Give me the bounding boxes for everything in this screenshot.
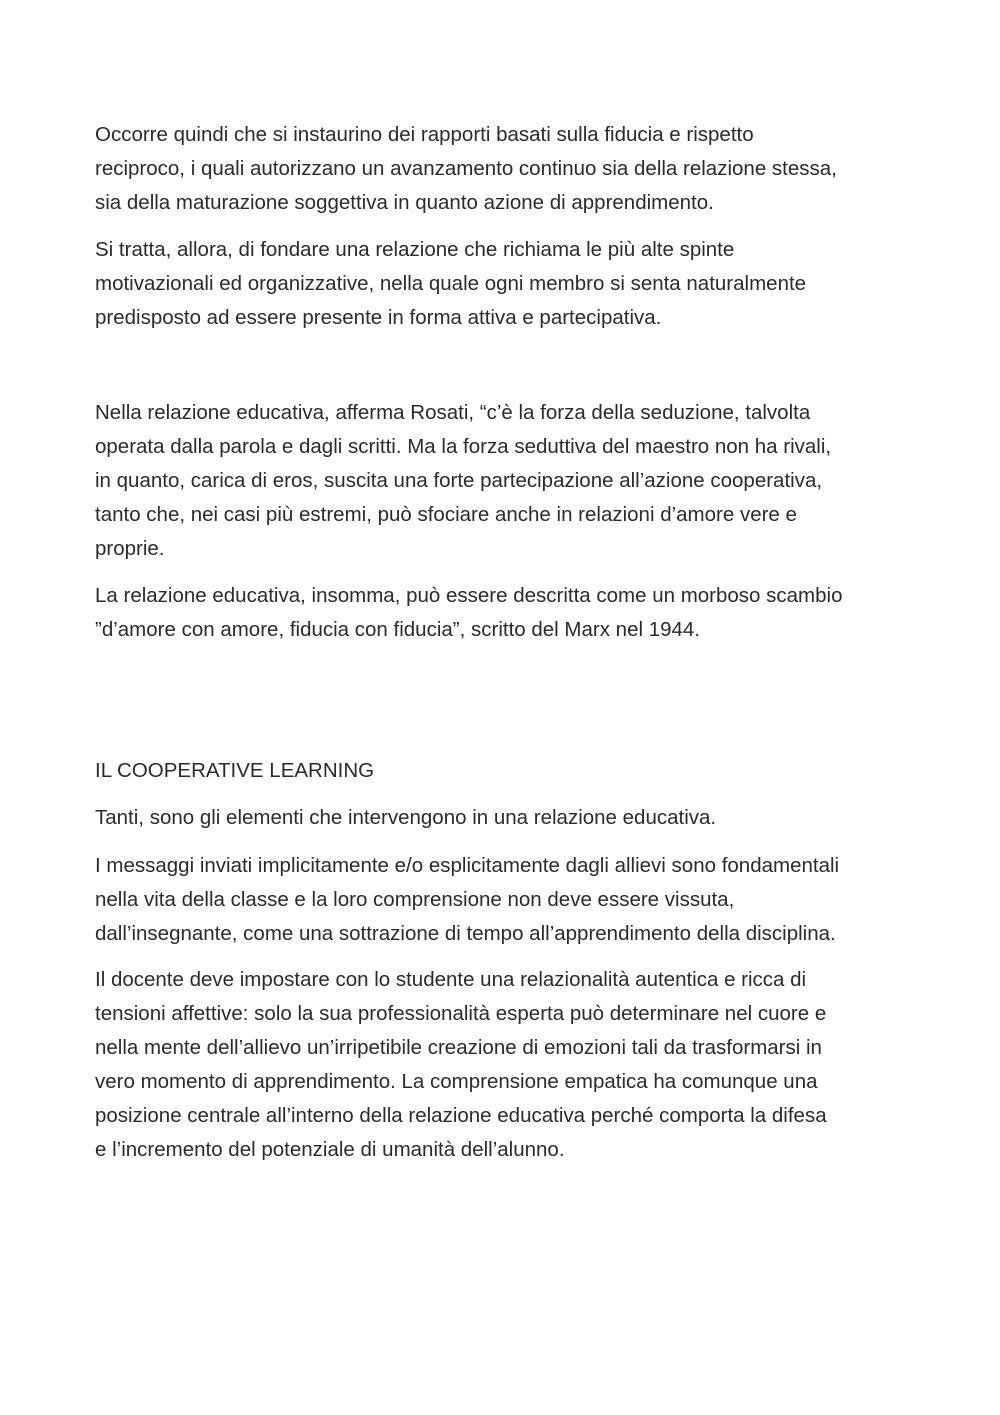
text-line: nella vita della classe e la loro comprensione non deve essere vissuta,: [95, 888, 735, 911]
text-line: proprie.: [95, 537, 165, 560]
text-line: predisposto ad essere presente in forma attiva e partecipativa.: [95, 306, 662, 329]
paragraph-elements: [95, 801, 915, 835]
text-line: e l’incremento del potenziale di umanità dell’alunno.: [95, 1138, 565, 1161]
paragraph-messages: [95, 849, 915, 951]
text-line: sia della maturazione soggettiva in quanto azione di apprendimento.: [95, 191, 714, 214]
text-line: Occorre quindi che si instaurino dei rapporti basati sulla fiducia e rispetto: [95, 123, 754, 146]
text-line: nella mente dell’allievo un’irripetibile creazione di emozioni tali da trasformarsi in: [95, 1036, 822, 1059]
paragraph-trust: [95, 118, 915, 220]
paragraph-rosati: [95, 396, 915, 566]
text-line: Si tratta, allora, di fondare una relazione che richiama le più alte spinte: [95, 238, 735, 261]
paragraph-teacher: [95, 963, 915, 1167]
text-line: vero momento di apprendimento. La comprensione empatica ha comunque una: [95, 1070, 818, 1093]
text-line: tanto che, nei casi più estremi, può sfociare anche in relazioni d’amore vere e: [95, 503, 797, 526]
text-line: ”d’amore con amore, fiducia con fiducia”, scritto del Marx nel 1944.: [95, 618, 701, 641]
text-line: dall’insegnante, come una sottrazione di tempo all’apprendimento della disciplina.: [95, 922, 836, 945]
text-line: I messaggi inviati implicitamente e/o esplicitamente dagli allievi sono fondamentali: [95, 854, 840, 877]
text-line: Il docente deve impostare con lo studente una relazionalità autentica e ricca di: [95, 968, 807, 991]
text-line: motivazionali ed organizzative, nella quale ogni membro si senta naturalmente: [95, 272, 807, 295]
section-heading: IL COOPERATIVE LEARNING: [95, 759, 375, 782]
text-line: in quanto, carica di eros, suscita una forte partecipazione all’azione cooperativa,: [95, 469, 823, 492]
text-line: tensioni affettive: solo la sua professionalità esperta può determinare nel cuore e: [95, 1002, 827, 1025]
text-line: posizione centrale all’interno della relazione educativa perché comporta la difesa: [95, 1104, 827, 1127]
text-line: Nella relazione educativa, afferma Rosati, “c’è la forza della seduzione, talvolta: [95, 401, 811, 424]
paragraph-marx: [95, 579, 915, 647]
text-line: La relazione educativa, insomma, può essere descritta come un morboso scambio: [95, 584, 843, 607]
text-line: reciproco, i quali autorizzano un avanzamento continuo sia della relazione stessa,: [95, 157, 837, 180]
text-line: operata dalla parola e dagli scritti. Ma la forza seduttiva del maestro non ha rivali,: [95, 435, 832, 458]
text-line: Tanti, sono gli elementi che intervengono in una relazione educativa.: [95, 806, 717, 829]
paragraph-motivation: [95, 233, 915, 335]
